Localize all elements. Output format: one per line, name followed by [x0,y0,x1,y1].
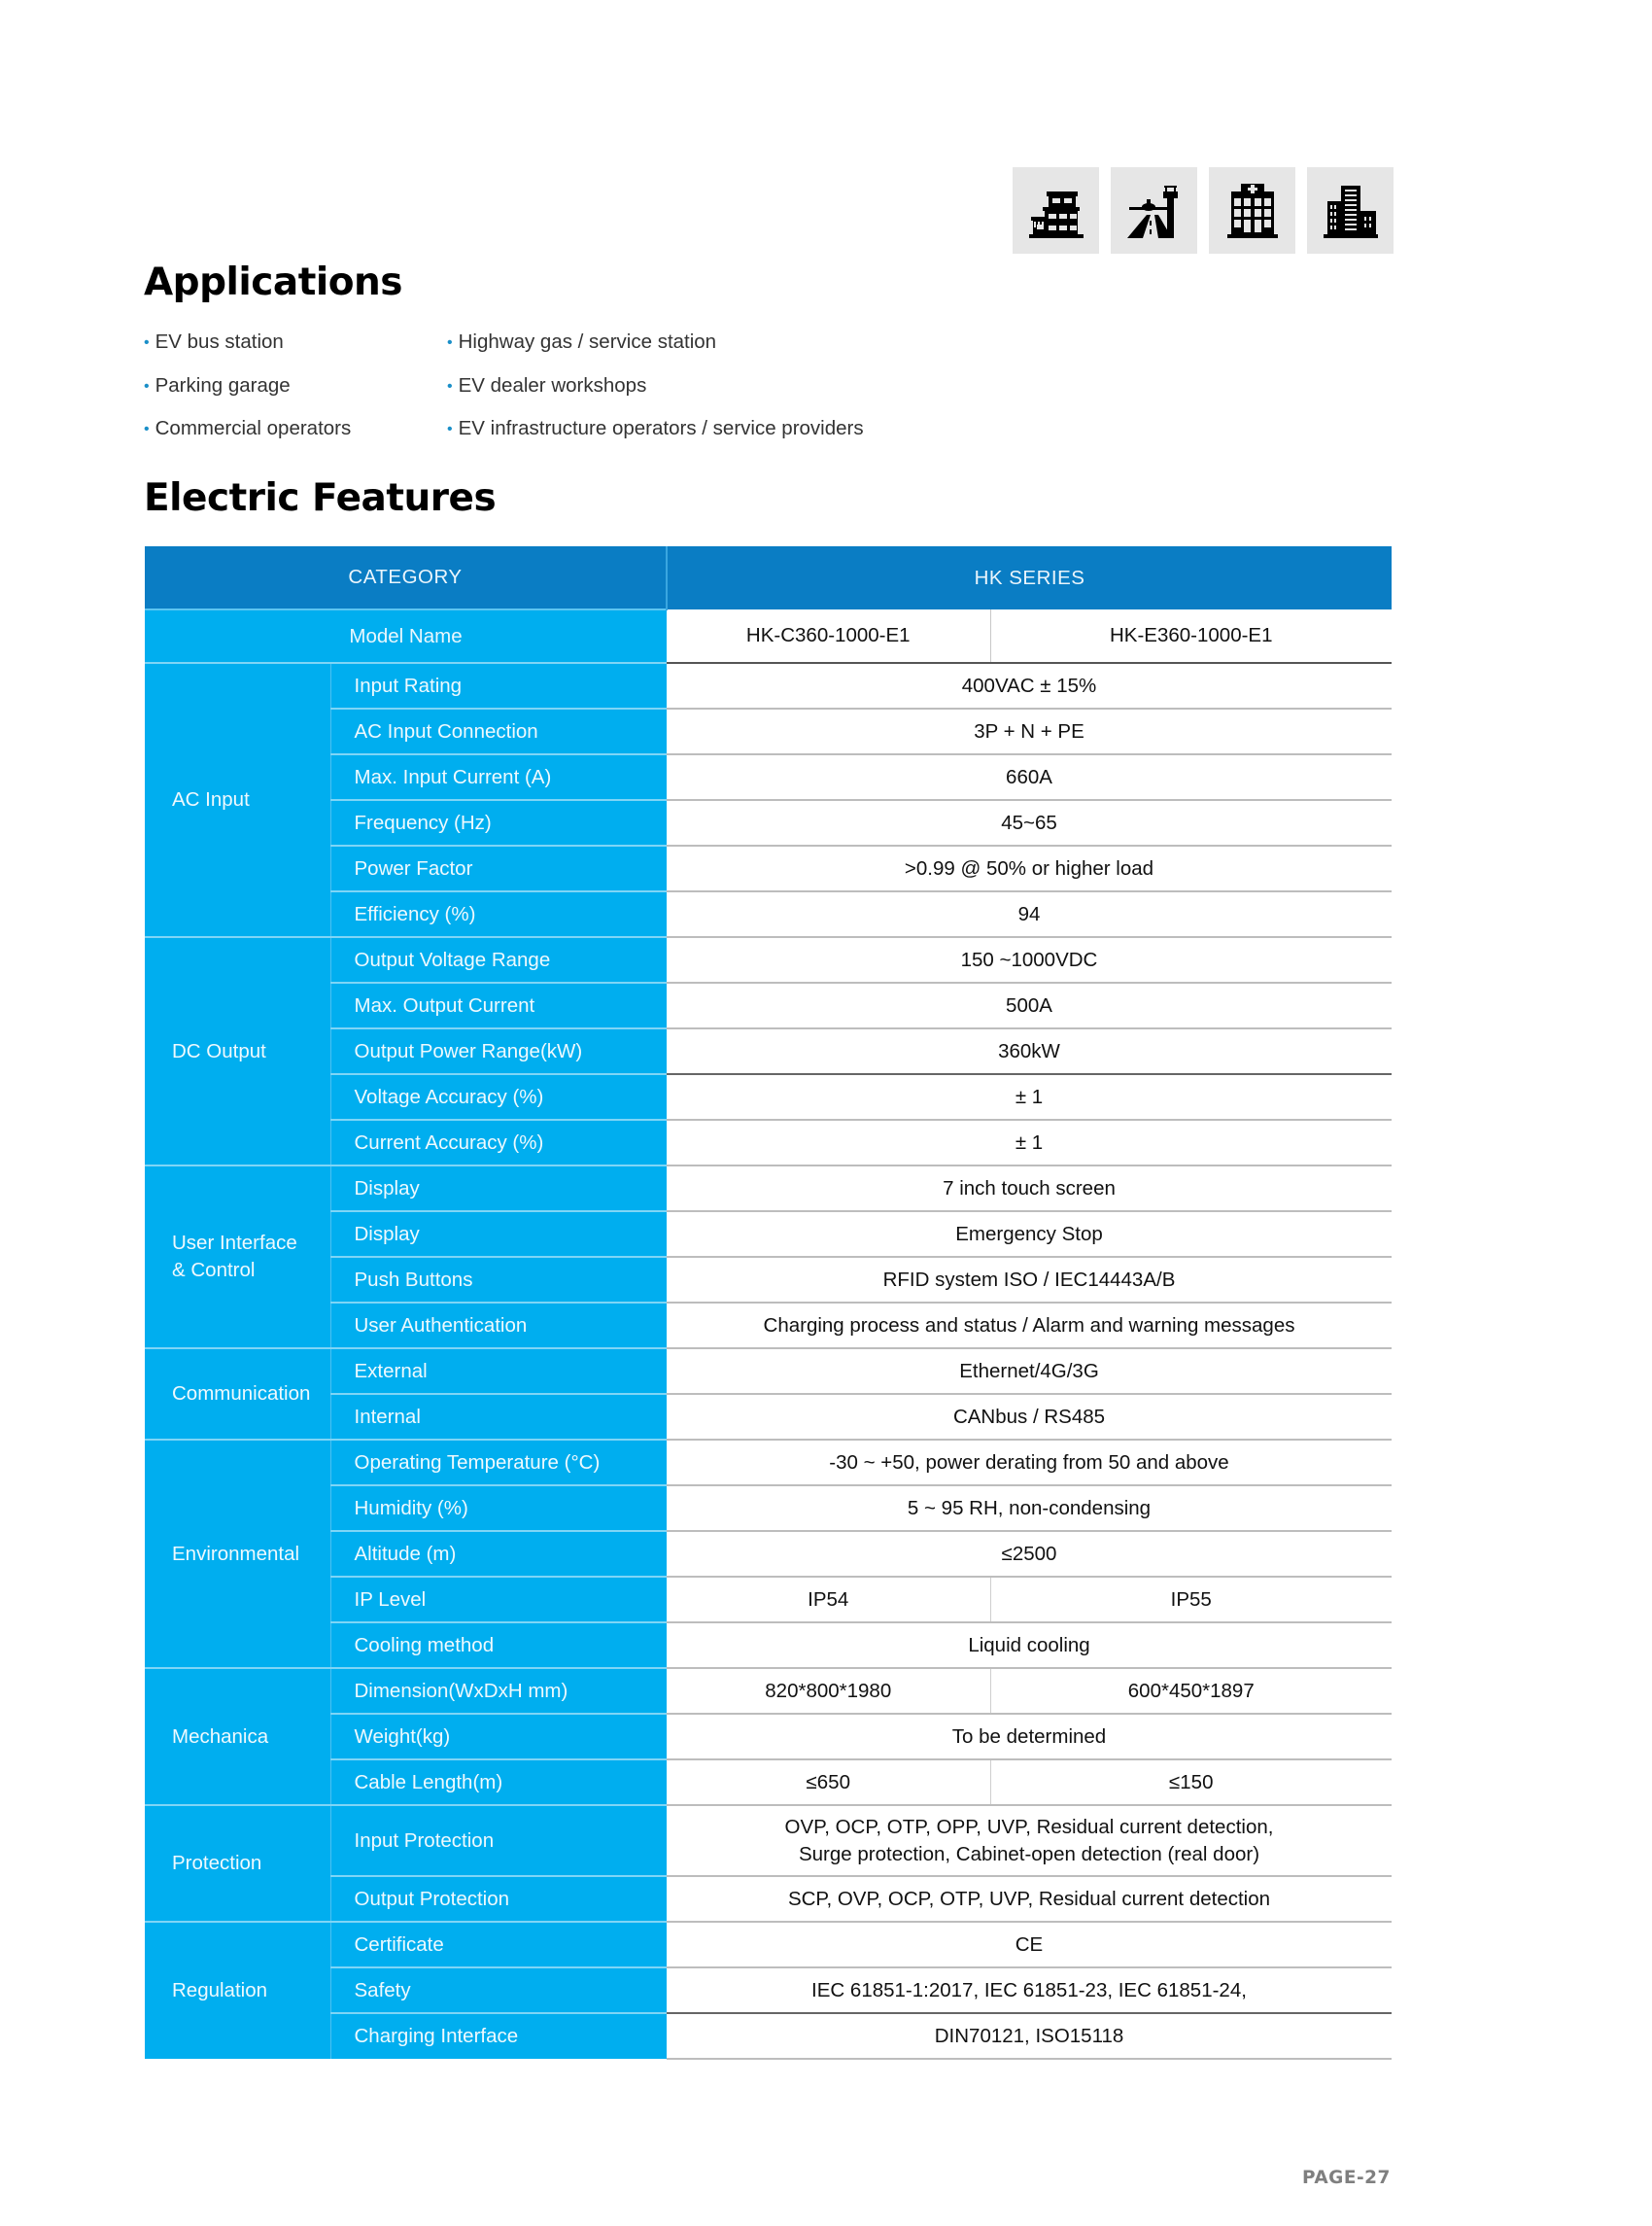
row-value: 7 inch touch screen [667,1165,1392,1211]
row-label: Push Buttons [330,1257,667,1303]
row-label: Weight(kg) [330,1714,667,1759]
model-label: Model Name [145,609,667,663]
table-row [145,1967,1392,2013]
row-value: To be determined [667,1714,1392,1759]
table-row [145,1348,1392,1394]
page-number: PAGE-27 [1302,2168,1391,2188]
row-label: AC Input Connection [330,709,667,754]
row-value: 150 ~1000VDC [667,937,1392,983]
row-label: Cable Length(m) [330,1759,667,1805]
category-protection: Protection [145,1805,330,1922]
row-label: Frequency (Hz) [330,800,667,846]
row-value: CANbus / RS485 [667,1394,1392,1440]
row-value: >0.99 @ 50% or higher load [667,846,1392,891]
table-row [145,1485,1392,1531]
bullet-icon: • [447,377,453,395]
row-value: ± 1 [667,1074,1392,1120]
list-item: • EV dealer workshops [447,373,647,397]
table-row [145,1165,1392,1211]
row-value: 500A [667,983,1392,1028]
row-value: 660A [667,754,1392,800]
row-label: Display [330,1165,667,1211]
row-value-1: IP54 [667,1577,990,1622]
bullet-icon: • [144,334,150,351]
applications-column-1 [144,330,455,461]
table-row [145,1922,1392,1967]
table-row [145,1028,1392,1074]
office-buildings-icon [1307,167,1394,254]
table-row [145,709,1392,754]
applications-heading: Applications [144,261,402,304]
table-row [145,800,1392,846]
table-row [145,1303,1392,1348]
row-label: Operating Temperature (°C) [330,1440,667,1485]
row-value-2: ≤150 [990,1759,1392,1805]
row-label: External [330,1348,667,1394]
table-row [145,2013,1392,2059]
row-value: Charging process and status / Alarm and warning messages [667,1303,1392,1348]
row-label: Safety [330,1967,667,2013]
row-label: Internal [330,1394,667,1440]
row-label: Power Factor [330,846,667,891]
table-row [145,754,1392,800]
row-value: 3P + N + PE [667,709,1392,754]
row-value-1: ≤650 [667,1759,990,1805]
model-row [145,609,1392,663]
row-value-2: 600*450*1897 [990,1668,1392,1714]
category-user-interface: User Interface & Control [145,1165,330,1348]
table-row [145,1440,1392,1485]
category-dc-output: DC Output [145,937,330,1165]
row-label: Max. Input Current (A) [330,754,667,800]
bullet-icon: • [144,377,150,395]
table-row [145,1257,1392,1303]
row-label: Altitude (m) [330,1531,667,1577]
row-label: Max. Output Current [330,983,667,1028]
table-row [145,1531,1392,1577]
row-label: User Authentication [330,1303,667,1348]
row-value: 360kW [667,1028,1392,1074]
bullet-icon: • [144,421,150,437]
row-label: Humidity (%) [330,1485,667,1531]
table-row [145,891,1392,937]
table-row [145,1211,1392,1257]
list-item: • Parking garage [144,373,291,397]
row-label: Display [330,1211,667,1257]
hospital-icon [1209,167,1295,254]
row-label: Current Accuracy (%) [330,1120,667,1165]
header-series: HK SERIES [667,546,1392,609]
spec-table [145,546,1392,2060]
airport-icon [1111,167,1197,254]
row-label: Input Protection [330,1805,667,1876]
row-value: 94 [667,891,1392,937]
row-label: Output Power Range(kW) [330,1028,667,1074]
row-label: IP Level [330,1577,667,1622]
table-header-row [145,546,1392,609]
table-row [145,1805,1392,1876]
row-label: Cooling method [330,1622,667,1668]
list-item: • EV bus station [144,330,284,353]
bullet-icon: • [447,421,453,437]
row-value: IEC 61851-1:2017, IEC 61851-23, IEC 61851-24, [667,1967,1392,2013]
category-regulation: Regulation [145,1922,330,2059]
row-label: Voltage Accuracy (%) [330,1074,667,1120]
table-row [145,1714,1392,1759]
row-value: RFID system ISO / IEC14443A/B [667,1257,1392,1303]
row-value: OVP, OCP, OTP, OPP, UVP, Residual current detection, Surge protection, Cabinet-open detection (real door) [667,1805,1392,1876]
bullet-icon: • [447,334,453,351]
applications-column-2 [447,330,933,461]
row-value-1: 820*800*1980 [667,1668,990,1714]
table-row [145,1759,1392,1805]
electric-features-heading: Electric Features [144,476,497,520]
row-value: ≤2500 [667,1531,1392,1577]
row-value: CE [667,1922,1392,1967]
table-row [145,663,1392,709]
table-row [145,937,1392,983]
table-row [145,1394,1392,1440]
row-label: Efficiency (%) [330,891,667,937]
row-value: ± 1 [667,1120,1392,1165]
row-label: Output Voltage Range [330,937,667,983]
list-item: • EV infrastructure operators / service providers [447,417,864,439]
category-ac-input: AC Input [145,663,330,937]
list-item: • Highway gas / service station [447,330,717,353]
table-row [145,846,1392,891]
table-row [145,983,1392,1028]
row-value: DIN70121, ISO15118 [667,2013,1392,2059]
row-value: 400VAC ± 15% [667,663,1392,709]
row-label: Dimension(WxDxH mm) [330,1668,667,1714]
row-value: Emergency Stop [667,1211,1392,1257]
category-environmental: Environmental [145,1440,330,1668]
table-row [145,1876,1392,1922]
row-value: Ethernet/4G/3G [667,1348,1392,1394]
row-value: -30 ~ +50, power derating from 50 and above [667,1440,1392,1485]
row-value: 5 ~ 95 RH, non-condensing [667,1485,1392,1531]
row-value: 45~65 [667,800,1392,846]
table-row [145,1622,1392,1668]
category-mechanical: Mechanica [145,1668,330,1805]
row-value: SCP, OVP, OCP, OTP, UVP, Residual current detection [667,1876,1392,1922]
row-label: Output Protection [330,1876,667,1922]
row-value: Liquid cooling [667,1622,1392,1668]
category-communication: Communication [145,1348,330,1440]
row-label: Charging Interface [330,2013,667,2059]
model-value-2: HK-E360-1000-E1 [990,609,1392,663]
table-row [145,1074,1392,1120]
table-row [145,1668,1392,1714]
row-value-2: IP55 [990,1577,1392,1622]
list-item: • Commercial operators [144,417,352,439]
model-value-1: HK-C360-1000-E1 [667,609,990,663]
row-label: Certificate [330,1922,667,1967]
row-label: Input Rating [330,663,667,709]
table-row [145,1120,1392,1165]
application-icons [1013,167,1394,254]
header-category: CATEGORY [145,546,667,609]
table-row [145,1577,1392,1622]
building-icon [1013,167,1099,254]
